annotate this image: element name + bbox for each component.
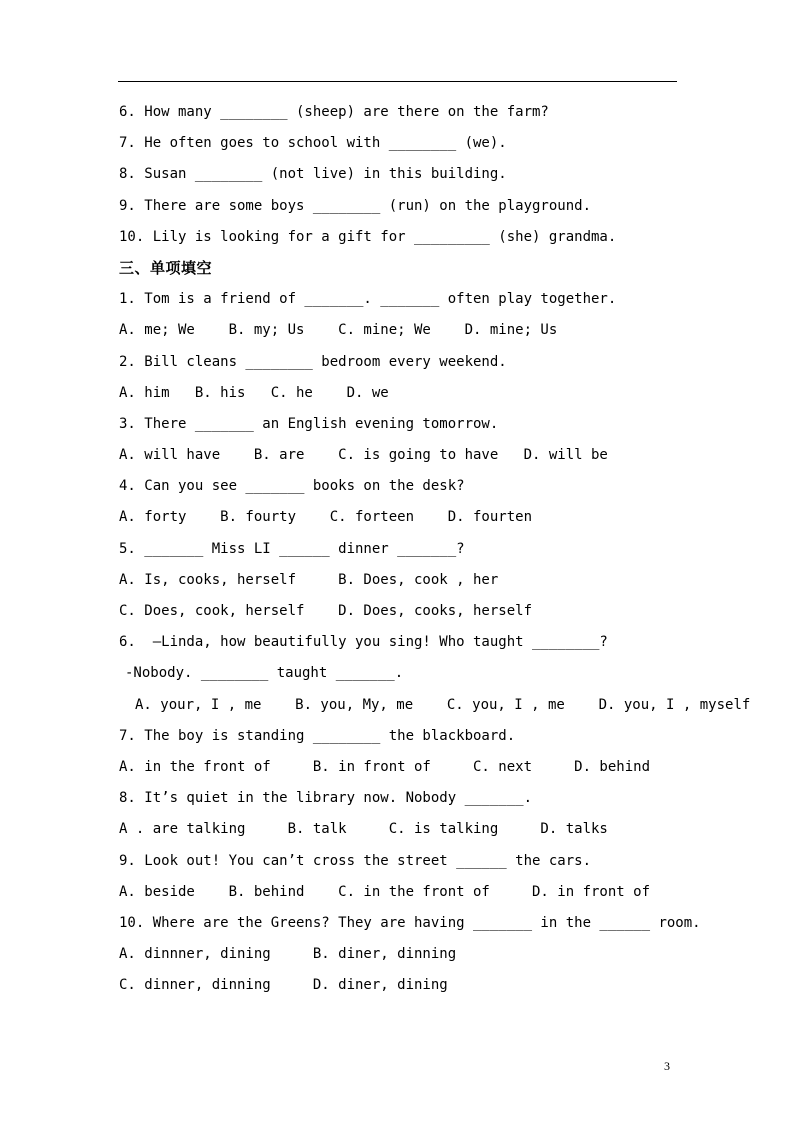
document-body (119, 100, 751, 1004)
text-line: A. your, I , me B. you, My, me C. you, I , me D. you, I , myself (135, 696, 751, 713)
text-line: 4. Can you see _______ books on the desk? (119, 478, 465, 495)
text-line: -Nobody. ________ taught _______. (125, 665, 404, 682)
text-line: 8. It’s quiet in the library now. Nobody _______. (119, 790, 533, 807)
text-line: A. in the front of B. in front of C. next D. behind (119, 758, 651, 775)
text-line: 7. The boy is standing ________ the blackboard. (119, 727, 516, 744)
text-line: 2. Bill cleans ________ bedroom every weekend. (119, 353, 507, 370)
page-number: 3 (664, 1059, 670, 1073)
text-line: A. Is, cooks, herself B. Does, cook , her (119, 571, 499, 588)
text-line: A. forty B. fourty C. forteen D. fourten (119, 509, 533, 526)
text-line: A. beside B. behind C. in the front of D. in front of (119, 883, 651, 900)
text-line: 6. How many ________ (sheep) are there on the farm? (119, 104, 549, 120)
text-line: C. Does, cook, herself D. Does, cooks, herself (119, 603, 533, 619)
text-line: C. dinner, dinning D. diner, dining (119, 977, 448, 994)
text-line: 1. Tom is a friend of _______. _______ often play together. (119, 291, 617, 308)
text-line: 7. He often goes to school with ________ (we). (119, 135, 507, 152)
text-line: 8. Susan ________ (not live) in this building. (119, 166, 507, 183)
section-heading: 三、单项填空 (119, 258, 213, 277)
text-line: 10. Lily is looking for a gift for _________ (she) grandma. (119, 228, 617, 245)
text-line: 10. Where are the Greens? They are having _______ in the ______ room. (119, 914, 701, 931)
text-line: 3. There _______ an English evening tomorrow. (119, 415, 499, 432)
text-line: 5. _______ Miss LI ______ dinner _______? (119, 540, 465, 557)
text-line: 6. –Linda, how beautifully you sing! Who taught ________? (119, 634, 608, 651)
text-line: A. him B. his C. he D. we (119, 384, 389, 401)
text-line: A. will have B. are C. is going to have D. will be (119, 447, 608, 464)
header-rule (118, 81, 677, 82)
text-line: A . are talking B. talk C. is talking D. talks (119, 821, 608, 838)
text-line: 9. Look out! You can’t cross the street ______ the cars. (119, 852, 592, 869)
text-line: A. dinnner, dining B. diner, dinning (119, 946, 457, 963)
text-line: A. me; We B. my; Us C. mine; We D. mine; Us (119, 322, 558, 339)
text-line: 9. There are some boys ________ (run) on the playground. (119, 197, 592, 214)
